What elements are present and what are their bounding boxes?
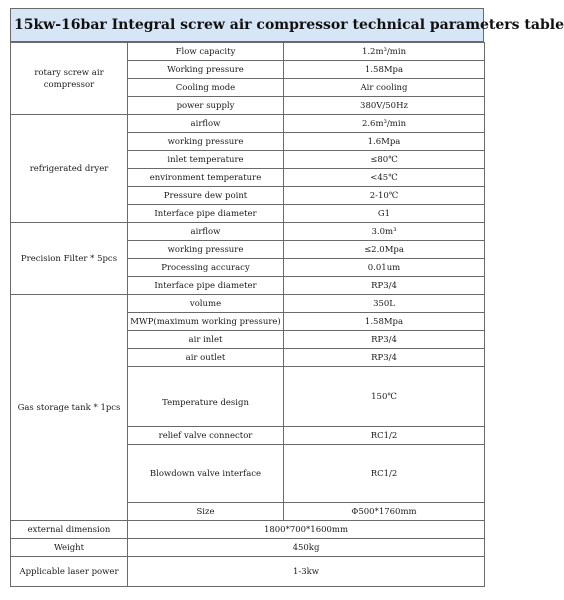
param-value: RC1/2 [284,445,485,503]
table-row [11,295,485,313]
param-value: <45℃ [284,169,485,187]
param-value: 350L [284,295,485,313]
table-row [11,521,485,539]
param-name: Working pressure [128,61,284,79]
param-name: air inlet [128,331,284,349]
param-name: relief valve connector [128,427,284,445]
group-label-dryer: refrigerated dryer [11,115,128,223]
param-value: 1.6Mpa [284,133,485,151]
param-name: Interface pipe diameter [128,205,284,223]
param-name: power supply [128,97,284,115]
group-label-compressor: rotary screw air compressor [11,43,128,115]
param-name: inlet temperature [128,151,284,169]
dimension-value: 1800*700*1600mm [128,521,485,539]
param-name: Cooling mode [128,79,284,97]
param-name: air outlet [128,349,284,367]
param-value: 1.2m³/min [284,43,485,61]
table-row [11,115,485,133]
table-title: 15kw-16bar Integral screw air compressor technical parameters table [10,8,484,42]
param-value: RP3/4 [284,349,485,367]
laser-value: 1-3kw [128,557,485,587]
group-label-tank: Gas storage tank * 1pcs [11,295,128,521]
param-value: 1.58Mpa [284,61,485,79]
param-name: Flow capacity [128,43,284,61]
table-row [11,43,485,61]
table-row [11,557,485,587]
param-name: Pressure dew point [128,187,284,205]
param-value: Φ500*1760mm [284,503,485,521]
param-name: Blowdown valve interface [128,445,284,503]
param-value: 2-10℃ [284,187,485,205]
weight-value: 450kg [128,539,485,557]
param-value: Air cooling [284,79,485,97]
param-value: RC1/2 [284,427,485,445]
param-value: RP3/4 [284,277,485,295]
param-name: Temperature design [128,367,284,427]
param-name: working pressure [128,133,284,151]
param-name: environment temperature [128,169,284,187]
weight-label: Weight [11,539,128,557]
param-name: airflow [128,115,284,133]
spec-sheet [10,8,564,587]
param-value: G1 [284,205,485,223]
param-value: 1.58Mpa [284,313,485,331]
param-name: MWP(maximum working pressure) [128,313,284,331]
param-value: ≤2.0Mpa [284,241,485,259]
param-value: 0.01um [284,259,485,277]
param-name: Processing accuracy [128,259,284,277]
parameters-table [10,42,485,587]
table-row [11,223,485,241]
param-name: airflow [128,223,284,241]
param-name: Size [128,503,284,521]
param-name: working pressure [128,241,284,259]
param-name: Interface pipe diameter [128,277,284,295]
table-row [11,539,485,557]
param-value: 2.6m³/min [284,115,485,133]
param-value: RP3/4 [284,331,485,349]
param-value: 150℃ [284,367,485,427]
param-value: ≤80℃ [284,151,485,169]
laser-label: Applicable laser power [11,557,128,587]
group-label-filter: Precision Filter * 5pcs [11,223,128,295]
param-value: 380V/50Hz [284,97,485,115]
param-name: volume [128,295,284,313]
dimension-label: external dimension [11,521,128,539]
param-value: 3.0m³ [284,223,485,241]
